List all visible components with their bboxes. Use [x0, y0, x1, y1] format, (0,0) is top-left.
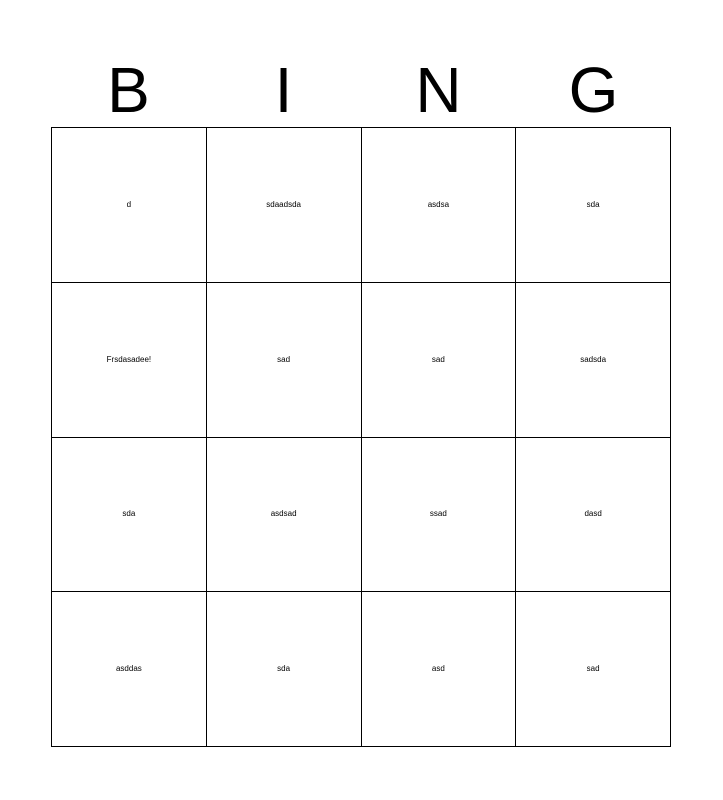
bingo-cell-r1c4[interactable]: sda	[516, 128, 671, 283]
bingo-board	[51, 127, 671, 747]
bingo-cell-r3c2[interactable]: asdsad	[207, 438, 362, 593]
bingo-cell-r1c2[interactable]: sdaadsda	[207, 128, 362, 283]
bingo-cell-r3c3[interactable]: ssad	[362, 438, 517, 593]
bingo-cell-r2c3[interactable]: sad	[362, 283, 517, 438]
bingo-cell-r3c4[interactable]: dasd	[516, 438, 671, 593]
bingo-cell-r2c2[interactable]: sad	[207, 283, 362, 438]
header-letter-i: I	[274, 54, 293, 126]
bingo-cell-r2c4[interactable]: sadsda	[516, 283, 671, 438]
bingo-cell-r4c2[interactable]: sda	[207, 592, 362, 747]
bingo-cell-r1c3[interactable]: asdsa	[362, 128, 517, 283]
header-letter-b: B	[107, 54, 150, 126]
bingo-header	[51, 52, 671, 128]
bingo-cell-r4c3[interactable]: asd	[362, 592, 517, 747]
bingo-cell-r4c4[interactable]: sad	[516, 592, 671, 747]
bingo-cell-r3c1[interactable]: sda	[52, 438, 207, 593]
header-letter-g: G	[568, 54, 619, 126]
bingo-cell-r4c1[interactable]: asddas	[52, 592, 207, 747]
bingo-cell-r1c1[interactable]: d	[52, 128, 207, 283]
header-letter-n: N	[415, 54, 462, 126]
bingo-cell-r2c1[interactable]: Frsdasadee!	[52, 283, 207, 438]
